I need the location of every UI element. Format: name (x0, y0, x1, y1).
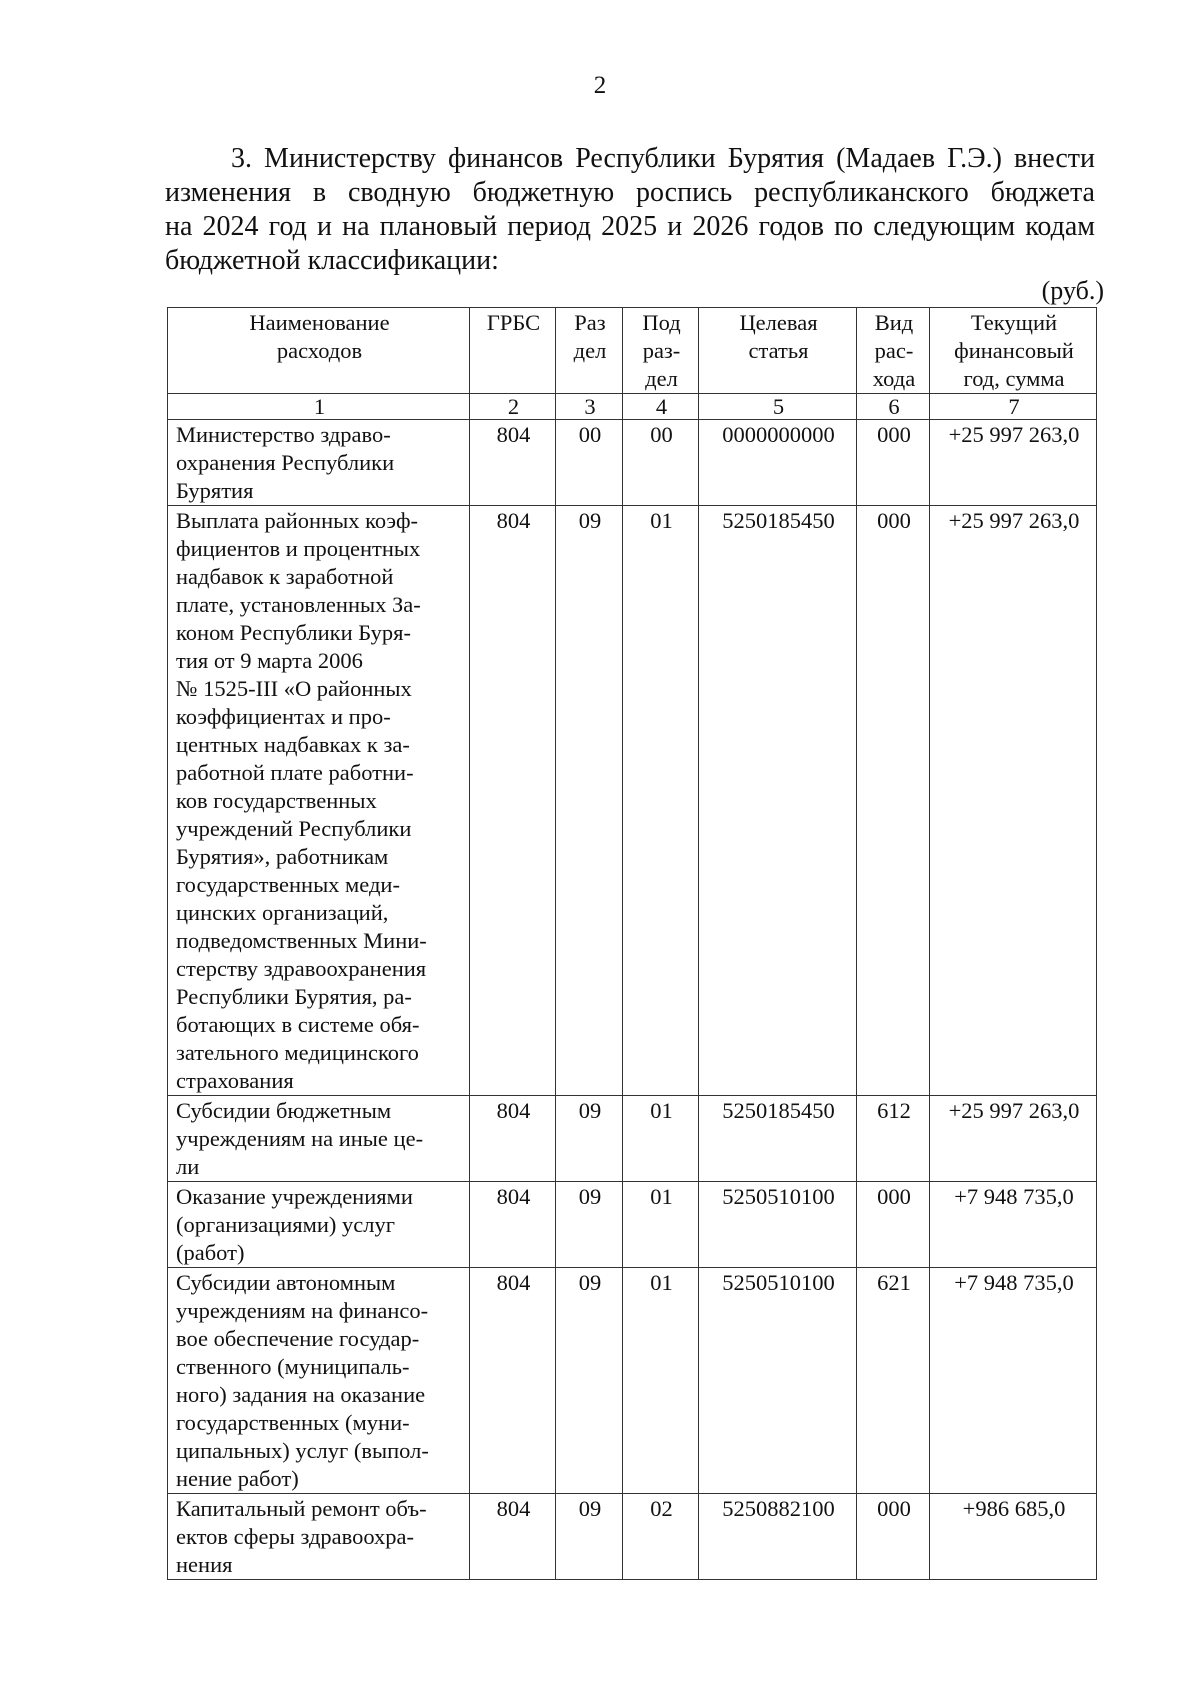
expense-name-line: нения (176, 1552, 233, 1577)
paragraph-line: изменения в сводную бюджетную роспись республиканского бюджета (165, 177, 1095, 208)
expense-name-line: работной плате работни- (176, 760, 414, 785)
table-header-row (168, 308, 1097, 394)
expense-name-line: Выплата районных коэф- (176, 508, 419, 533)
expense-name-line: № 1525-III «О районных (176, 676, 412, 701)
cell-grbs: 804 (470, 1494, 556, 1580)
expense-name-line: Бурятия», работникам (176, 844, 389, 869)
table-row (168, 1494, 1097, 1580)
header-name (168, 308, 470, 394)
header-line: финансовый (954, 338, 1074, 363)
header-line: Раз (574, 310, 606, 335)
expense-name-line: ципальных) услуг (выпол- (176, 1438, 429, 1463)
header-line: статья (748, 338, 809, 363)
cell-podrazdel: 01 (623, 1182, 699, 1268)
column-number: 3 (556, 394, 623, 420)
cell-amount: +25 997 263,0 (930, 420, 1097, 506)
cell-amount: +25 997 263,0 (930, 1096, 1097, 1182)
header-line: Наименование (249, 310, 390, 335)
expense-name-line: страхования (176, 1068, 294, 1093)
cell-target: 5250882100 (699, 1494, 857, 1580)
cell-podrazdel: 00 (623, 420, 699, 506)
paragraph-line: бюджетной классификации: (165, 245, 499, 276)
cell-grbs: 804 (470, 420, 556, 506)
header-amount (930, 308, 1097, 394)
header-line: дел (573, 338, 607, 363)
cell-grbs: 804 (470, 1268, 556, 1494)
expense-name-line: охранения Республики (176, 450, 395, 475)
table-row (168, 1182, 1097, 1268)
expense-name-line: зательного медицинского (176, 1040, 419, 1065)
cell-target: 0000000000 (699, 420, 857, 506)
cell-expense-name (168, 1182, 470, 1268)
column-number: 2 (470, 394, 556, 420)
instruction-paragraph (165, 142, 1095, 278)
expense-name-line: стерству здравоохранения (176, 956, 427, 981)
cell-amount: +25 997 263,0 (930, 506, 1097, 1096)
table-row (168, 1096, 1097, 1182)
cell-razdel: 09 (556, 1182, 623, 1268)
expense-name-line: ного) задания на оказание (176, 1382, 426, 1407)
expense-name-line: Министерство здраво- (176, 422, 391, 447)
cell-amount: +7 948 735,0 (930, 1182, 1097, 1268)
cell-podrazdel: 01 (623, 1096, 699, 1182)
cell-vid: 612 (857, 1096, 930, 1182)
column-number: 6 (857, 394, 930, 420)
cell-expense-name (168, 1268, 470, 1494)
header-line: Текущий (970, 310, 1058, 335)
cell-target: 5250185450 (699, 506, 857, 1096)
table-body (168, 420, 1097, 1580)
expense-name-line: Оказание учреждениями (176, 1184, 413, 1209)
expense-name-line: Капитальный ремонт объ- (176, 1496, 427, 1521)
header-razdel (556, 308, 623, 394)
cell-target: 5250510100 (699, 1182, 857, 1268)
cell-podrazdel: 01 (623, 1268, 699, 1494)
cell-vid: 000 (857, 1494, 930, 1580)
cell-target: 5250185450 (699, 1096, 857, 1182)
header-line: раз- (642, 338, 681, 363)
column-number: 5 (699, 394, 857, 420)
budget-classification-table (167, 307, 1097, 1580)
cell-podrazdel: 01 (623, 506, 699, 1096)
cell-amount: +7 948 735,0 (930, 1268, 1097, 1494)
header-line: рас- (874, 338, 914, 363)
header-grbs (470, 308, 556, 394)
header-line: ГРБС (486, 310, 541, 335)
expense-name-line: Субсидии автономным (176, 1270, 396, 1295)
cell-razdel: 09 (556, 506, 623, 1096)
cell-razdel: 09 (556, 1268, 623, 1494)
cell-grbs: 804 (470, 1096, 556, 1182)
expense-name-line: ков государственных (176, 788, 377, 813)
expense-name-line: тия от 9 марта 2006 (176, 648, 363, 673)
cell-razdel: 09 (556, 1494, 623, 1580)
header-line: хода (872, 366, 916, 391)
expense-name-line: Республики Бурятия, ра- (176, 984, 412, 1009)
column-number-row (168, 394, 1097, 420)
cell-target: 5250510100 (699, 1268, 857, 1494)
expense-name-line: учреждений Республики (176, 816, 412, 841)
column-number: 7 (930, 394, 1097, 420)
expense-name-line: (работ) (176, 1240, 245, 1265)
paragraph-line: 3. Министерству финансов Республики Бурятия (Мадаев Г.Э.) внести (231, 143, 1095, 174)
cell-podrazdel: 02 (623, 1494, 699, 1580)
cell-vid: 000 (857, 1182, 930, 1268)
expense-name-line: цинских организаций, (176, 900, 389, 925)
header-target (699, 308, 857, 394)
expense-name-line: коэффициентах и про- (176, 704, 391, 729)
expense-name-line: центных надбавках к за- (176, 732, 410, 757)
header-line: Целевая (739, 310, 818, 335)
header-line: Вид (874, 310, 914, 335)
column-number: 1 (168, 394, 470, 420)
expense-name-line: коном Республики Буря- (176, 620, 411, 645)
cell-vid: 621 (857, 1268, 930, 1494)
expense-name-line: фициентов и процентных (176, 536, 421, 561)
cell-amount: +986 685,0 (930, 1494, 1097, 1580)
cell-expense-name (168, 1494, 470, 1580)
expense-name-line: ботающих в системе обя- (176, 1012, 420, 1037)
currency-unit-label: (руб.) (1041, 276, 1104, 305)
expense-name-line: государственных (муни- (176, 1410, 410, 1435)
expense-name-line: Субсидии бюджетным (176, 1098, 392, 1123)
cell-grbs: 804 (470, 506, 556, 1096)
header-line: дел (645, 366, 678, 391)
cell-grbs: 804 (470, 1182, 556, 1268)
header-line: год, сумма (963, 366, 1065, 391)
page-number: 2 (593, 72, 607, 99)
cell-expense-name (168, 420, 470, 506)
expense-name-line: нение работ) (176, 1466, 299, 1491)
cell-expense-name (168, 1096, 470, 1182)
expense-name-line: учреждениям на финансо- (176, 1298, 429, 1323)
cell-expense-name (168, 506, 470, 1096)
header-line: расходов (276, 338, 363, 363)
header-vid (857, 308, 930, 394)
expense-name-line: учреждениям на иные це- (176, 1126, 424, 1151)
expense-name-line: плате, установленных За- (176, 592, 421, 617)
cell-razdel: 09 (556, 1096, 623, 1182)
expense-name-line: ли (176, 1154, 200, 1179)
cell-vid: 000 (857, 420, 930, 506)
cell-vid: 000 (857, 506, 930, 1096)
expense-name-line: государственных меди- (176, 872, 400, 897)
paragraph-line: на 2024 год и на плановый период 2025 и 2026 годов по следующим кодам (165, 211, 1095, 242)
header-line: Под (642, 310, 681, 335)
expense-name-line: (организациями) услуг (176, 1212, 395, 1237)
expense-name-line: подведомственных Мини- (176, 928, 427, 953)
table-row (168, 506, 1097, 1096)
expense-name-line: ственного (муниципаль- (176, 1354, 410, 1379)
column-number: 4 (623, 394, 699, 420)
expense-name-line: Бурятия (176, 478, 254, 503)
expense-name-line: надбавок к заработной (176, 564, 394, 589)
cell-razdel: 00 (556, 420, 623, 506)
expense-name-line: вое обеспечение государ- (176, 1326, 420, 1351)
expense-name-line: ектов сферы здравоохра- (176, 1524, 415, 1549)
header-podrazdel (623, 308, 699, 394)
table-row (168, 420, 1097, 506)
table-row (168, 1268, 1097, 1494)
